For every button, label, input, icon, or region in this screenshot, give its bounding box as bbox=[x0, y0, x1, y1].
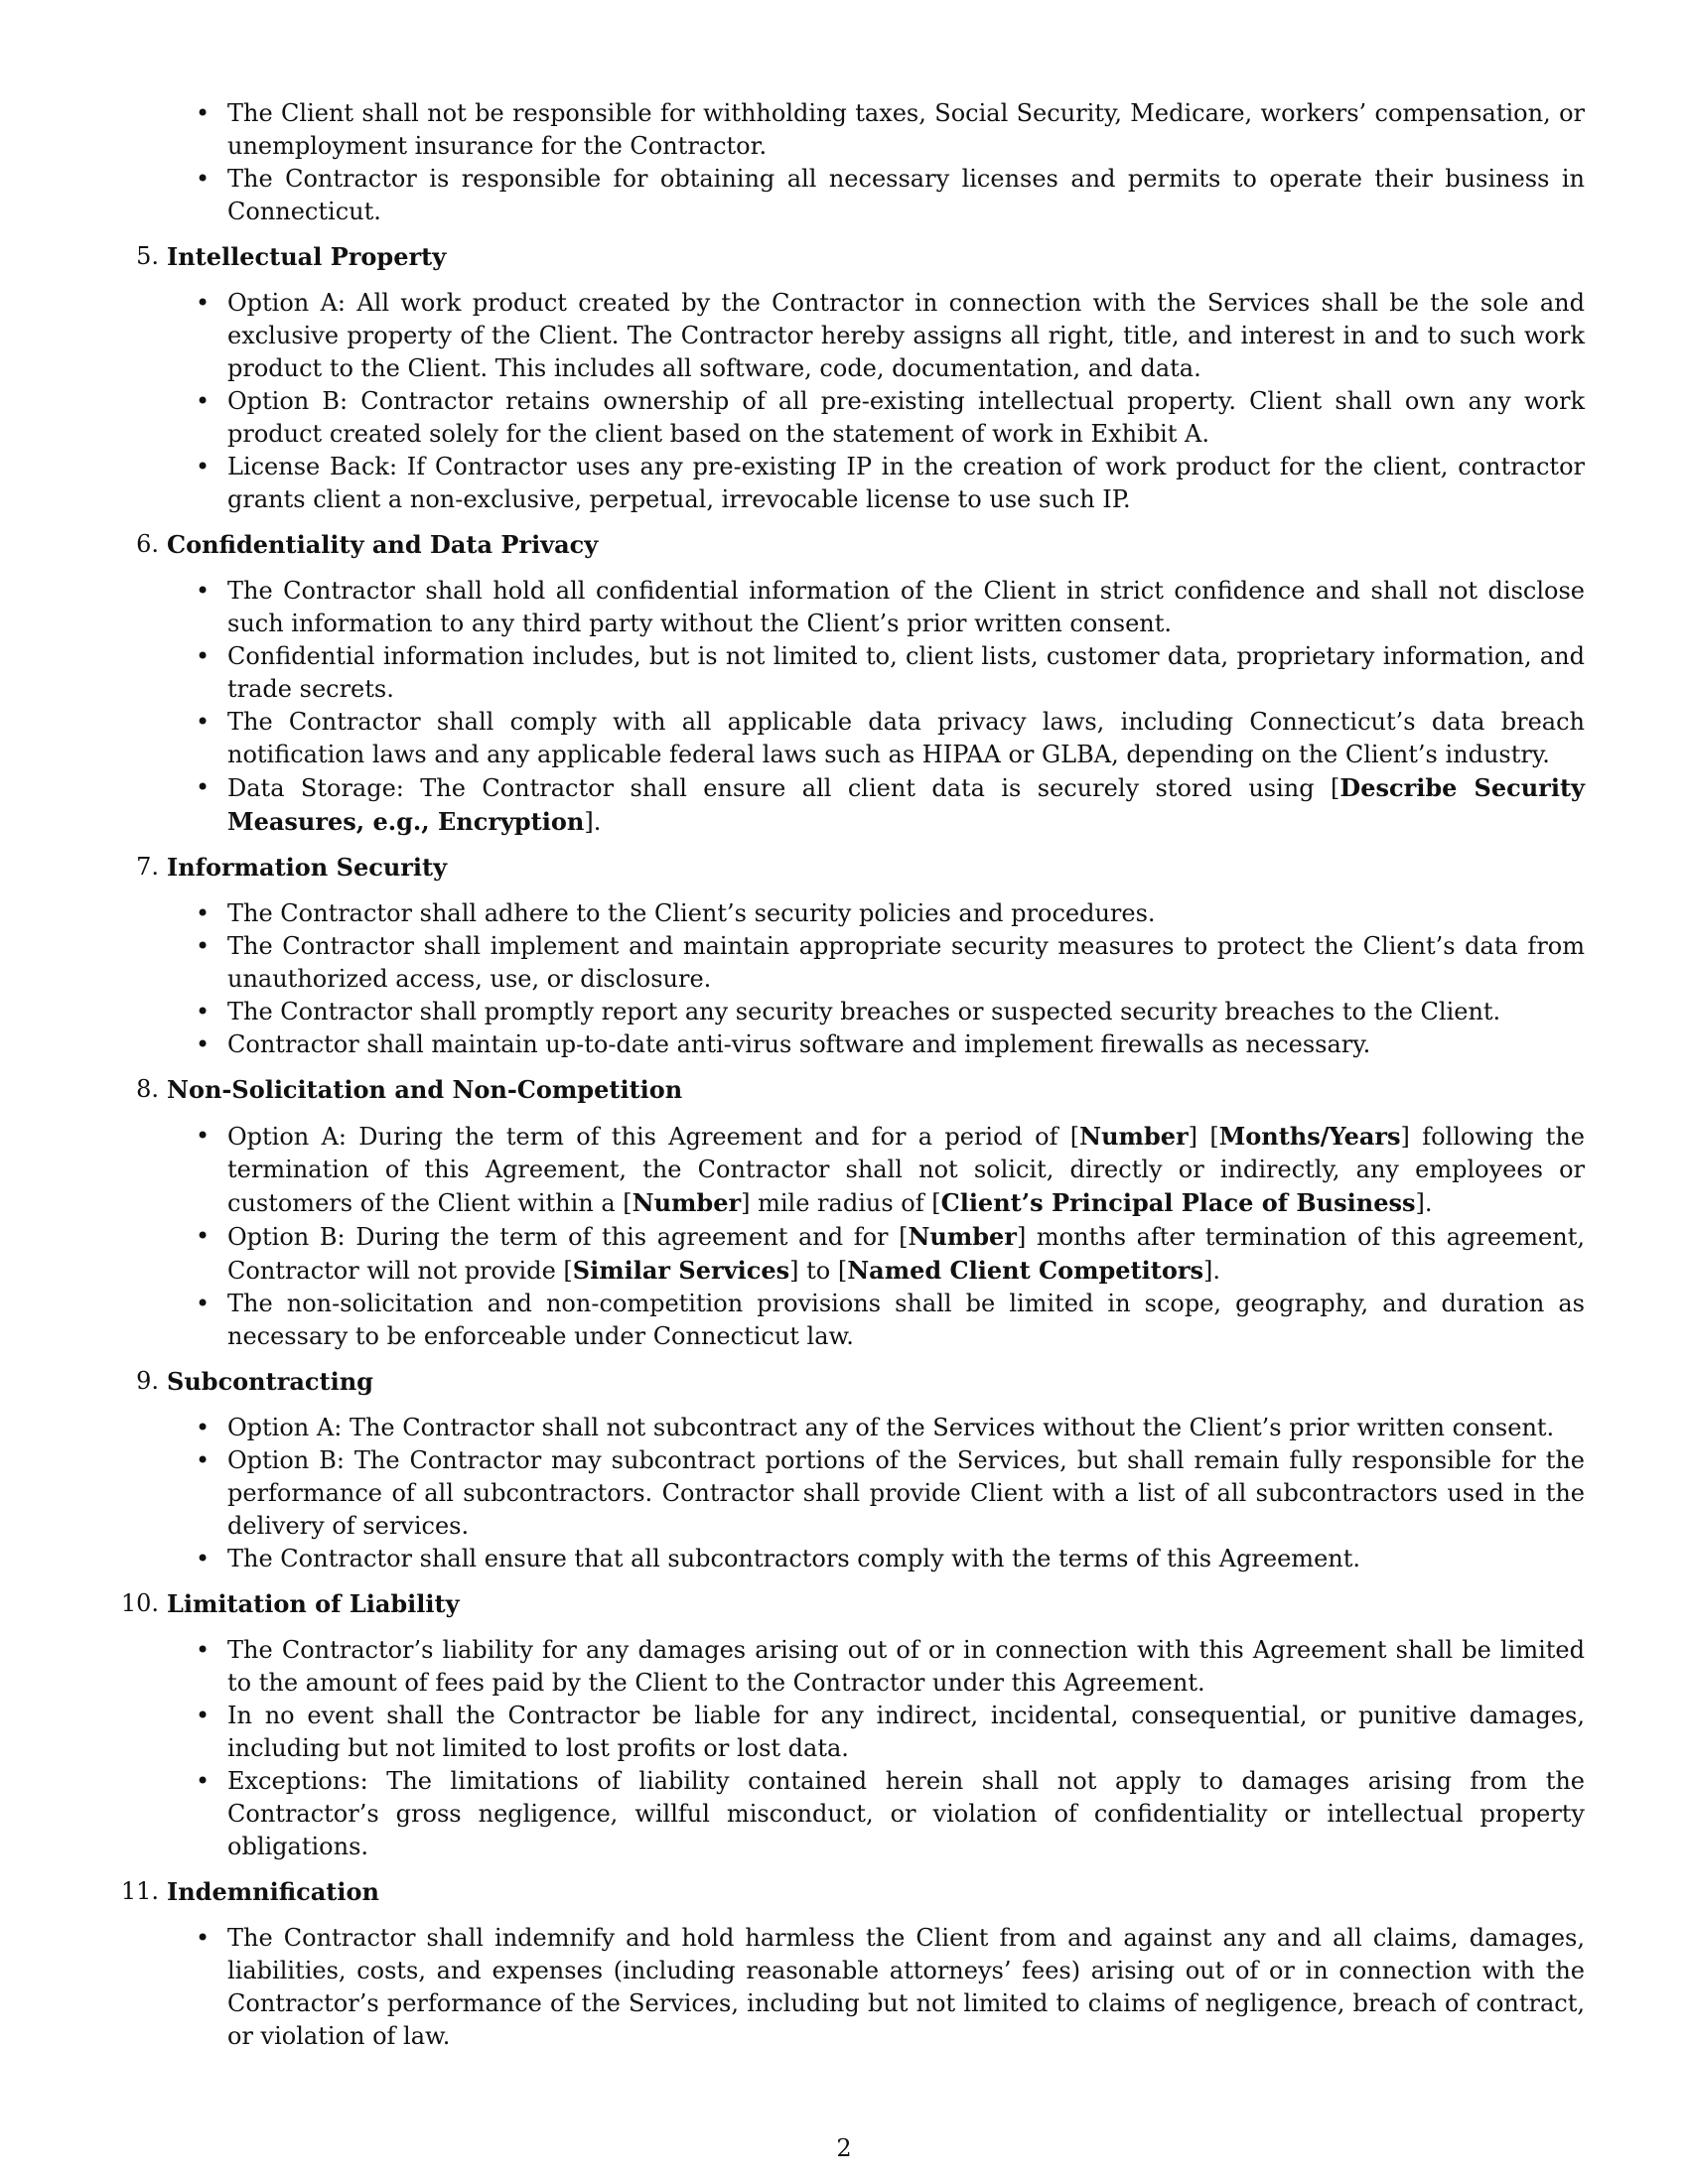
bullet-icon: • bbox=[196, 453, 211, 480]
section-heading bbox=[120, 1587, 1585, 1620]
bullet-icon: • bbox=[196, 1545, 211, 1572]
bullet-icon: • bbox=[196, 1636, 211, 1664]
section bbox=[120, 1875, 1585, 2053]
bullet-list bbox=[167, 575, 1585, 839]
section-title: Confidentiality and Data Privacy bbox=[167, 530, 599, 559]
section bbox=[136, 1073, 1585, 1353]
list-item bbox=[167, 575, 1585, 640]
placeholder-text: Client’s Principal Place of Business bbox=[940, 1188, 1416, 1217]
bullet-icon: • bbox=[196, 1030, 211, 1058]
section-heading bbox=[136, 851, 1585, 884]
placeholder-text: Similar Services bbox=[572, 1256, 790, 1285]
placeholder-text: Named Client Competitors bbox=[847, 1256, 1204, 1285]
placeholder-text: Number bbox=[908, 1222, 1017, 1251]
list-item bbox=[167, 451, 1585, 516]
continuation-bullet-list bbox=[167, 97, 1585, 228]
bullet-icon: • bbox=[196, 165, 211, 193]
list-item bbox=[167, 1288, 1585, 1353]
item-text: The Contractor shall ensure that all subcontractors comply with the terms of this Agreement. bbox=[227, 1545, 1360, 1572]
bullet-icon: • bbox=[196, 1924, 211, 1952]
section-title: Non-Solicitation and Non-Competition bbox=[167, 1075, 683, 1104]
placeholder-text: Number bbox=[1079, 1122, 1189, 1151]
bullet-list bbox=[167, 1412, 1585, 1575]
item-text: License Back: If Contractor uses any pre-existing IP in the creation of work product for the client, contractor grants client a non-exclusive, perpetual, irrevocable license to use such IP. bbox=[227, 453, 1585, 513]
section-title: Subcontracting bbox=[167, 1367, 373, 1396]
item-text: Option B: The Contractor may subcontract portions of the Services, but shall remain fully responsible for the performance of all subcontractors. Contractor shall provide Client with a list of all subcontractors used in the delivery of services. bbox=[227, 1446, 1585, 1540]
section-title: Limitation of Liability bbox=[167, 1589, 460, 1618]
list-item bbox=[167, 1028, 1585, 1061]
item-text: The Contractor shall implement and maintain appropriate security measures to protect the Client’s data from unauthorized access, use, or disclosure. bbox=[227, 932, 1585, 993]
section-number: 7. bbox=[136, 853, 159, 881]
section-number: 5. bbox=[136, 242, 159, 270]
bullet-icon: • bbox=[196, 899, 211, 927]
list-item bbox=[167, 771, 1585, 839]
list-item bbox=[167, 1412, 1585, 1444]
list-item bbox=[167, 1700, 1585, 1765]
item-text: The Contractor shall indemnify and hold harmless the Client from and against any and all claims, damages, liabilities, costs, and expenses (including reasonable attorneys’ fees) arising out of or in connection with the Contractor’s performance of the Services, including but not limited to claims of negligence, breach of contract, or violation of law. bbox=[227, 1924, 1585, 2050]
list-item bbox=[167, 1543, 1585, 1575]
item-text: Contractor shall maintain up-to-date anti-virus software and implement firewalls as necessary. bbox=[227, 1030, 1371, 1058]
list-item bbox=[167, 385, 1585, 451]
list-item bbox=[167, 163, 1585, 228]
section-number: 8. bbox=[136, 1075, 159, 1103]
section-title: Intellectual Property bbox=[167, 242, 447, 271]
item-text: In no event shall the Contractor be liable for any indirect, incidental, consequential, or punitive damages, including but not limited to lost profits or lost data. bbox=[227, 1702, 1585, 1762]
list-item bbox=[167, 97, 1585, 163]
item-text: ] mile radius of [ bbox=[741, 1189, 941, 1217]
item-text: ]. bbox=[584, 808, 602, 836]
bullet-icon: • bbox=[196, 773, 211, 801]
section-heading bbox=[136, 1073, 1585, 1106]
bullet-list bbox=[167, 897, 1585, 1061]
section bbox=[136, 851, 1585, 1061]
section-list bbox=[120, 240, 1585, 2053]
item-text: Option A: All work product created by the Contractor in connection with the Services shall be the sole and exclusive property of the Client. The Contractor hereby assigns all right, title, and interest in and to such work product to the Client. This includes all software, code, documentation, and data. bbox=[227, 289, 1585, 382]
bullet-icon: • bbox=[196, 1290, 211, 1317]
list-item bbox=[167, 930, 1585, 996]
item-text: The Client shall not be responsible for withholding taxes, Social Security, Medicare, workers’ compensation, or unemployment insurance for the Contractor. bbox=[227, 99, 1585, 160]
list-item bbox=[167, 1765, 1585, 1863]
item-text: The Contractor shall comply with all applicable data privacy laws, including Connecticut’s data breach notification laws and any applicable federal laws such as HIPAA or GLBA, depending on the Client’s industry. bbox=[227, 708, 1585, 768]
section-title: Indemnification bbox=[167, 1877, 379, 1906]
list-item bbox=[167, 996, 1585, 1028]
item-text: ]. bbox=[1203, 1257, 1221, 1285]
item-text: Option B: Contractor retains ownership of all pre-existing intellectual property. Client shall own any work product created solely for the client based on the statement of work in Exhibit A. bbox=[227, 387, 1585, 448]
bullet-icon: • bbox=[196, 1702, 211, 1729]
section-number: 9. bbox=[136, 1367, 159, 1395]
section-heading bbox=[136, 1365, 1585, 1398]
item-text: Option B: During the term of this agreement and for [ bbox=[227, 1223, 909, 1251]
bullet-icon: • bbox=[196, 1414, 211, 1441]
page-body bbox=[120, 97, 1585, 2053]
section-number: 6. bbox=[136, 530, 159, 558]
item-text: Option A: During the term of this Agreement and for a period of [ bbox=[227, 1123, 1080, 1151]
list-item bbox=[167, 640, 1585, 706]
section bbox=[136, 240, 1585, 516]
list-item bbox=[167, 1220, 1585, 1288]
item-text: The Contractor’s liability for any damages arising out of or in connection with this Agreement shall be limited to the amount of fees paid by the Client to the Contractor under this Agreement. bbox=[227, 1636, 1585, 1697]
item-text: Option A: The Contractor shall not subcontract any of the Services without the Client’s prior written consent. bbox=[227, 1414, 1555, 1441]
item-text: The Contractor shall hold all confidential information of the Client in strict confidence and shall not disclose such information to any third party without the Client’s prior written consent. bbox=[227, 577, 1585, 637]
section bbox=[120, 1587, 1585, 1863]
item-text: ] following the termination of this Agreement, the Contractor shall not solicit, directly or indirectly, any employees or customers of the Client within a [ bbox=[227, 1123, 1585, 1217]
bullet-icon: • bbox=[196, 1222, 211, 1250]
item-text: ] [ bbox=[1188, 1123, 1219, 1151]
section-number: 11. bbox=[120, 1877, 159, 1905]
bullet-list bbox=[167, 1922, 1585, 2053]
section-heading bbox=[120, 1875, 1585, 1908]
bullet-icon: • bbox=[196, 642, 211, 670]
placeholder-text: Describe Security Measures, e.g., Encryption bbox=[227, 773, 1585, 836]
list-item bbox=[167, 1444, 1585, 1543]
item-text: The Contractor is responsible for obtaining all necessary licenses and permits to operate their business in Connecticut. bbox=[227, 165, 1585, 225]
bullet-icon: • bbox=[196, 1446, 211, 1474]
placeholder-text: Number bbox=[632, 1188, 742, 1217]
bullet-icon: • bbox=[196, 1767, 211, 1795]
item-text: ] months after termination of this agreement, Contractor will not provide [ bbox=[227, 1223, 1585, 1285]
section-number: 10. bbox=[120, 1589, 159, 1617]
bullet-list bbox=[167, 1634, 1585, 1863]
bullet-icon: • bbox=[196, 1122, 211, 1150]
list-item bbox=[167, 897, 1585, 930]
item-text: The Contractor shall adhere to the Client’s security policies and procedures. bbox=[227, 899, 1156, 927]
item-text: ]. bbox=[1415, 1189, 1433, 1217]
bullet-icon: • bbox=[196, 99, 211, 127]
placeholder-text: Months/Years bbox=[1218, 1122, 1401, 1151]
section-title: Information Security bbox=[167, 853, 448, 882]
section-heading bbox=[136, 240, 1585, 273]
item-text: ] to [ bbox=[789, 1257, 848, 1285]
bullet-icon: • bbox=[196, 998, 211, 1025]
bullet-icon: • bbox=[196, 289, 211, 317]
item-text: The non-solicitation and non-competition provisions shall be limited in scope, geography, and duration as necessary to be enforceable under Connecticut law. bbox=[227, 1290, 1585, 1350]
bullet-icon: • bbox=[196, 708, 211, 736]
list-item bbox=[167, 287, 1585, 385]
bullet-icon: • bbox=[196, 387, 211, 415]
list-item bbox=[167, 1634, 1585, 1700]
page-number: 2 bbox=[836, 2134, 852, 2162]
bullet-icon: • bbox=[196, 932, 211, 960]
item-text: The Contractor shall promptly report any security breaches or suspected security breaches to the Client. bbox=[227, 998, 1501, 1025]
list-item bbox=[167, 1120, 1585, 1220]
bullet-list bbox=[167, 1120, 1585, 1353]
item-text: Exceptions: The limitations of liability contained herein shall not apply to damages arising from the Contractor’s gross negligence, willful misconduct, or violation of confidentiality or intellectual property obligations. bbox=[227, 1767, 1585, 1860]
section bbox=[136, 1365, 1585, 1575]
list-item bbox=[167, 706, 1585, 771]
section-heading bbox=[136, 528, 1585, 561]
section bbox=[136, 528, 1585, 839]
item-text: Data Storage: The Contractor shall ensure all client data is securely stored using [ bbox=[227, 774, 1340, 802]
item-text: Confidential information includes, but is not limited to, client lists, customer data, proprietary information, and trade secrets. bbox=[227, 642, 1585, 703]
bullet-icon: • bbox=[196, 577, 211, 605]
list-item bbox=[167, 1922, 1585, 2053]
bullet-list bbox=[167, 287, 1585, 516]
